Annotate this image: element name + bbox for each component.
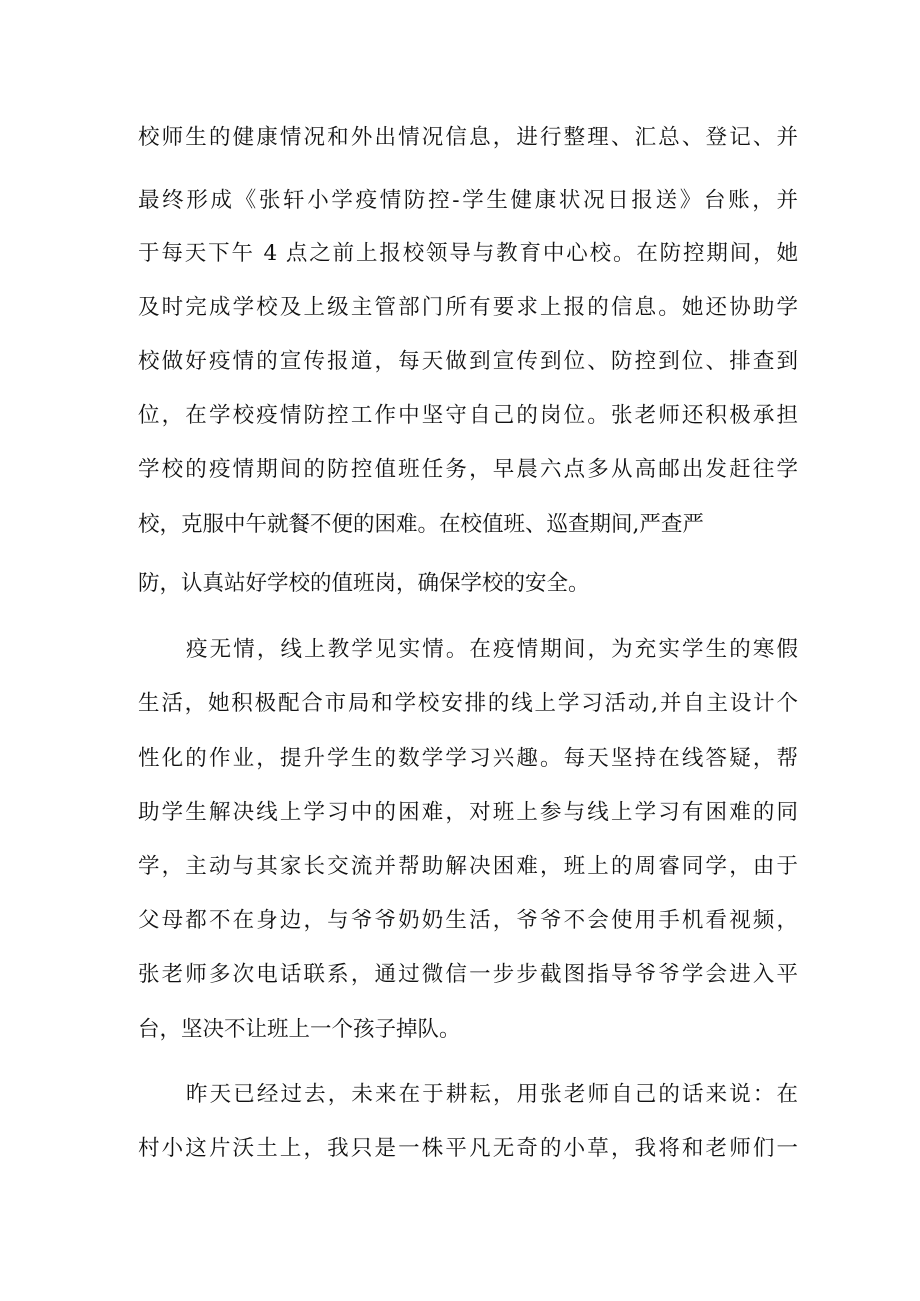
- text-line: 生活，她积极配合市局和学校安排的线上学习活动,并自主设计个: [138, 691, 798, 716]
- text-line: 学校的疫情期间的防控值班任务，早晨六点多从高邮出发赶往学: [138, 457, 798, 482]
- text-line: 校，克服中午就餐不便的困难。在校值班、巡查期间,严查严: [138, 512, 704, 537]
- text-line: 台，坚决不让班上一个孩子掉队。: [138, 1017, 461, 1042]
- text-line: 疫无情，线上教学见实情。在疫情期间，为充实学生的寒假: [186, 637, 798, 662]
- text-line: 最终形成《张轩小学疫情防控-学生健康状况日报送》台账，并: [138, 188, 798, 213]
- text-line: 防，认真站好学校的值班岗，确保学校的安全。: [138, 571, 590, 596]
- text-line: 位，在学校疫情防控工作中坚守自己的岗位。张老师还积极承担: [138, 403, 798, 428]
- text-line: 昨天已经过去，未来在于耕耘，用张老师自己的话来说：在: [186, 1082, 798, 1107]
- text-line: 张老师多次电话联系，通过微信一步步截图指导爷爷学会进入平: [138, 962, 798, 987]
- text-line: 学，主动与其家长交流并帮助解决困难，班上的周睿同学，由于: [138, 854, 798, 879]
- text-line: 性化的作业，提升学生的数学学习兴趣。每天坚持在线答疑，帮: [138, 746, 798, 771]
- text-line: 及时完成学校及上级主管部门所有要求上报的信息。她还协助学: [138, 295, 798, 320]
- text-line: 于每天下午 4 点之前上报校领导与教育中心校。在防控期间，她: [138, 241, 798, 266]
- text-line: 助学生解决线上学习中的困难，对班上参与线上学习有困难的同: [138, 800, 798, 825]
- text-line: 村小这片沃土上，我只是一株平凡无奇的小草，我将和老师们一: [138, 1136, 798, 1161]
- text-line: 校师生的健康情况和外出情况信息，进行整理、汇总、登记、并: [138, 125, 798, 150]
- text-line: 父母都不在身边，与爷爷奶奶生活，爷爷不会使用手机看视频，: [138, 908, 798, 933]
- text-line: 校做好疫情的宣传报道，每天做到宣传到位、防控到位、排查到: [138, 349, 798, 374]
